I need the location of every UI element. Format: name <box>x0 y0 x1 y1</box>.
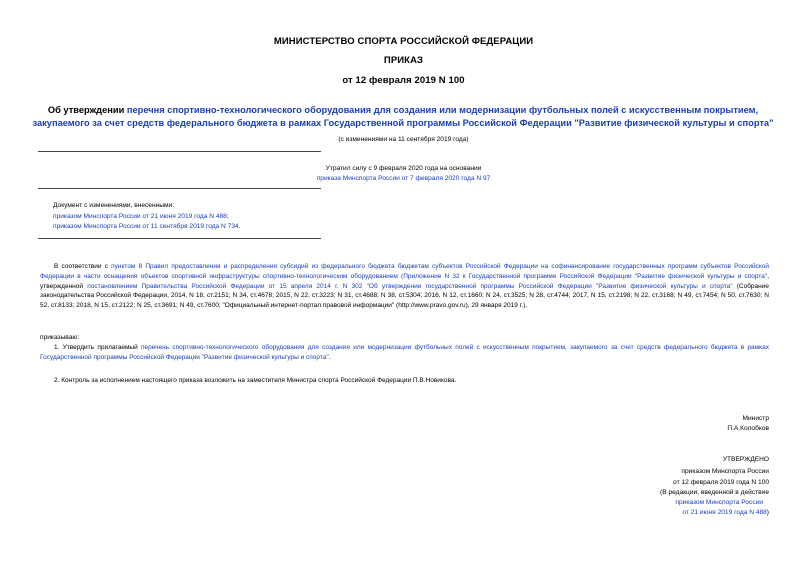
preamble-text-1: В соответствии с <box>54 263 112 270</box>
document-title <box>30 104 776 129</box>
approval-heading: УТВЕРЖДЕНО <box>722 456 769 463</box>
doc-type-heading: ПРИКАЗ <box>383 55 424 66</box>
preamble-link-2[interactable]: постановлением Правительства Российской Федерации от 15 апреля 2014 г. N 302 "Об утверждении государственной программы Российской Федерации "Развитие физической культуры и спорта" <box>87 282 733 290</box>
ministry-heading: МИНИСТЕРСТВО СПОРТА РОССИЙСКОЙ ФЕДЕРАЦИИ <box>273 36 534 47</box>
divider-top <box>38 151 321 152</box>
void-notice-link[interactable]: приказа Минспорта России от 7 февраля 2020 года N 97 <box>316 175 491 182</box>
title-link-line2[interactable]: закупаемого за счет средств федерального бюджета в рамках Государственной программы Российской Федерации "Развитие физической культуры и спорта" <box>32 117 774 128</box>
amendment-sep-2: . <box>238 223 241 230</box>
divider-mid <box>38 188 321 189</box>
item1-link[interactable]: перечень спортивно-технологического оборудования для создания или модернизации футбольных полей с искусственным покрытием, закупаемого за счет средств федерального бюджета в рамках Государственной программы Российской Федерации "Развитие физической культуры и спорта" <box>40 344 769 361</box>
revision-note: (с изменениями на 11 сентября 2019 года) <box>338 136 469 143</box>
title-link-line1[interactable]: перечня спортивно-технологического оборудования для создания или модернизации футбольных полей с искусственным покрытием, <box>126 105 759 115</box>
signature-position: Министр <box>742 415 769 422</box>
divider-bottom <box>38 238 321 239</box>
title-prefix: Об утверждении <box>47 105 127 115</box>
preamble-text-3: (Собрание законодательства Российской Федерации, 2014, N 18, ст.2151; N 34, ст.4678; 2015, N 22, ст.3223; N 31, ст.4688; N 38, ст.5304; 2016, N 12, ст.1660; N 24, ст.3525; N 28, ст.4744; 2017, N 15, ст.2198; N 22, ст.3168; N 49, ст.7454; N 50, ст.7630; N 52, ст.8133; 2018, N 15, ст.2122; N 25, ст.3691; N 49, ст.7600; "Официальный интернет-портал правовой информации" (http://www.pravo.gov.ru), 29 января 2019 г.), <box>40 282 769 310</box>
approval-link-a[interactable]: приказом Минспорта России <box>675 499 763 506</box>
approval-line-5 <box>682 508 769 518</box>
void-notice-line1: Утратил силу с 9 февраля 2020 года на основании <box>325 165 482 172</box>
preamble-paragraph <box>40 262 769 311</box>
amendment-2 <box>53 222 241 231</box>
item-2-paragraph: 2. Контроль за исполнением настоящего приказа возложить на заместителя Министра спорта Российской Федерации П.В.Новикова. <box>54 377 457 384</box>
item-1-paragraph <box>40 343 769 363</box>
signature-name: П.А.Колобков <box>727 425 769 432</box>
preamble-text-2: , утвержденной <box>40 272 769 290</box>
approval-line-1: приказом Минспорта России <box>681 468 769 475</box>
item1-text-1: 1. Утвердить прилагаемый <box>54 344 141 351</box>
approval-line-2: от 12 февраля 2019 года N 100 <box>673 479 769 486</box>
approval-link-b[interactable]: от 21 июня 2019 года N 488 <box>682 509 767 516</box>
item1-text-2: . <box>328 353 331 361</box>
order-word: приказываю: <box>40 334 80 341</box>
approval-line-3: (В редакции, введенной в действие <box>660 489 769 496</box>
amendment-link-1[interactable]: приказом Минспорта России от 21 июня 2019 года N 488 <box>53 213 227 220</box>
amendments-intro: Документ с изменениями, внесенными: <box>53 202 175 209</box>
approval-close: ) <box>766 509 769 516</box>
amendment-link-2[interactable]: приказом Минспорта России от 11 сентября 2019 года N 734 <box>53 223 239 230</box>
amendment-1 <box>53 212 229 221</box>
doc-date-number: от 12 февраля 2019 N 100 <box>342 75 465 86</box>
amendment-sep-1: ; <box>226 213 229 220</box>
preamble-link-1[interactable]: пунктом 8 Правил предоставления и распределения субсидий из федерального бюджета бюджетам субъектов Российской Федерации на софинансирование государственных программ субъектов Российской Федерации в части оснащения объектов спортивной инфраструктуры спортивно-технологическим оборудованием (Приложение N 32 к Государственной программе Российской Федерации "Развитие физической культуры и спорта" <box>40 263 770 280</box>
